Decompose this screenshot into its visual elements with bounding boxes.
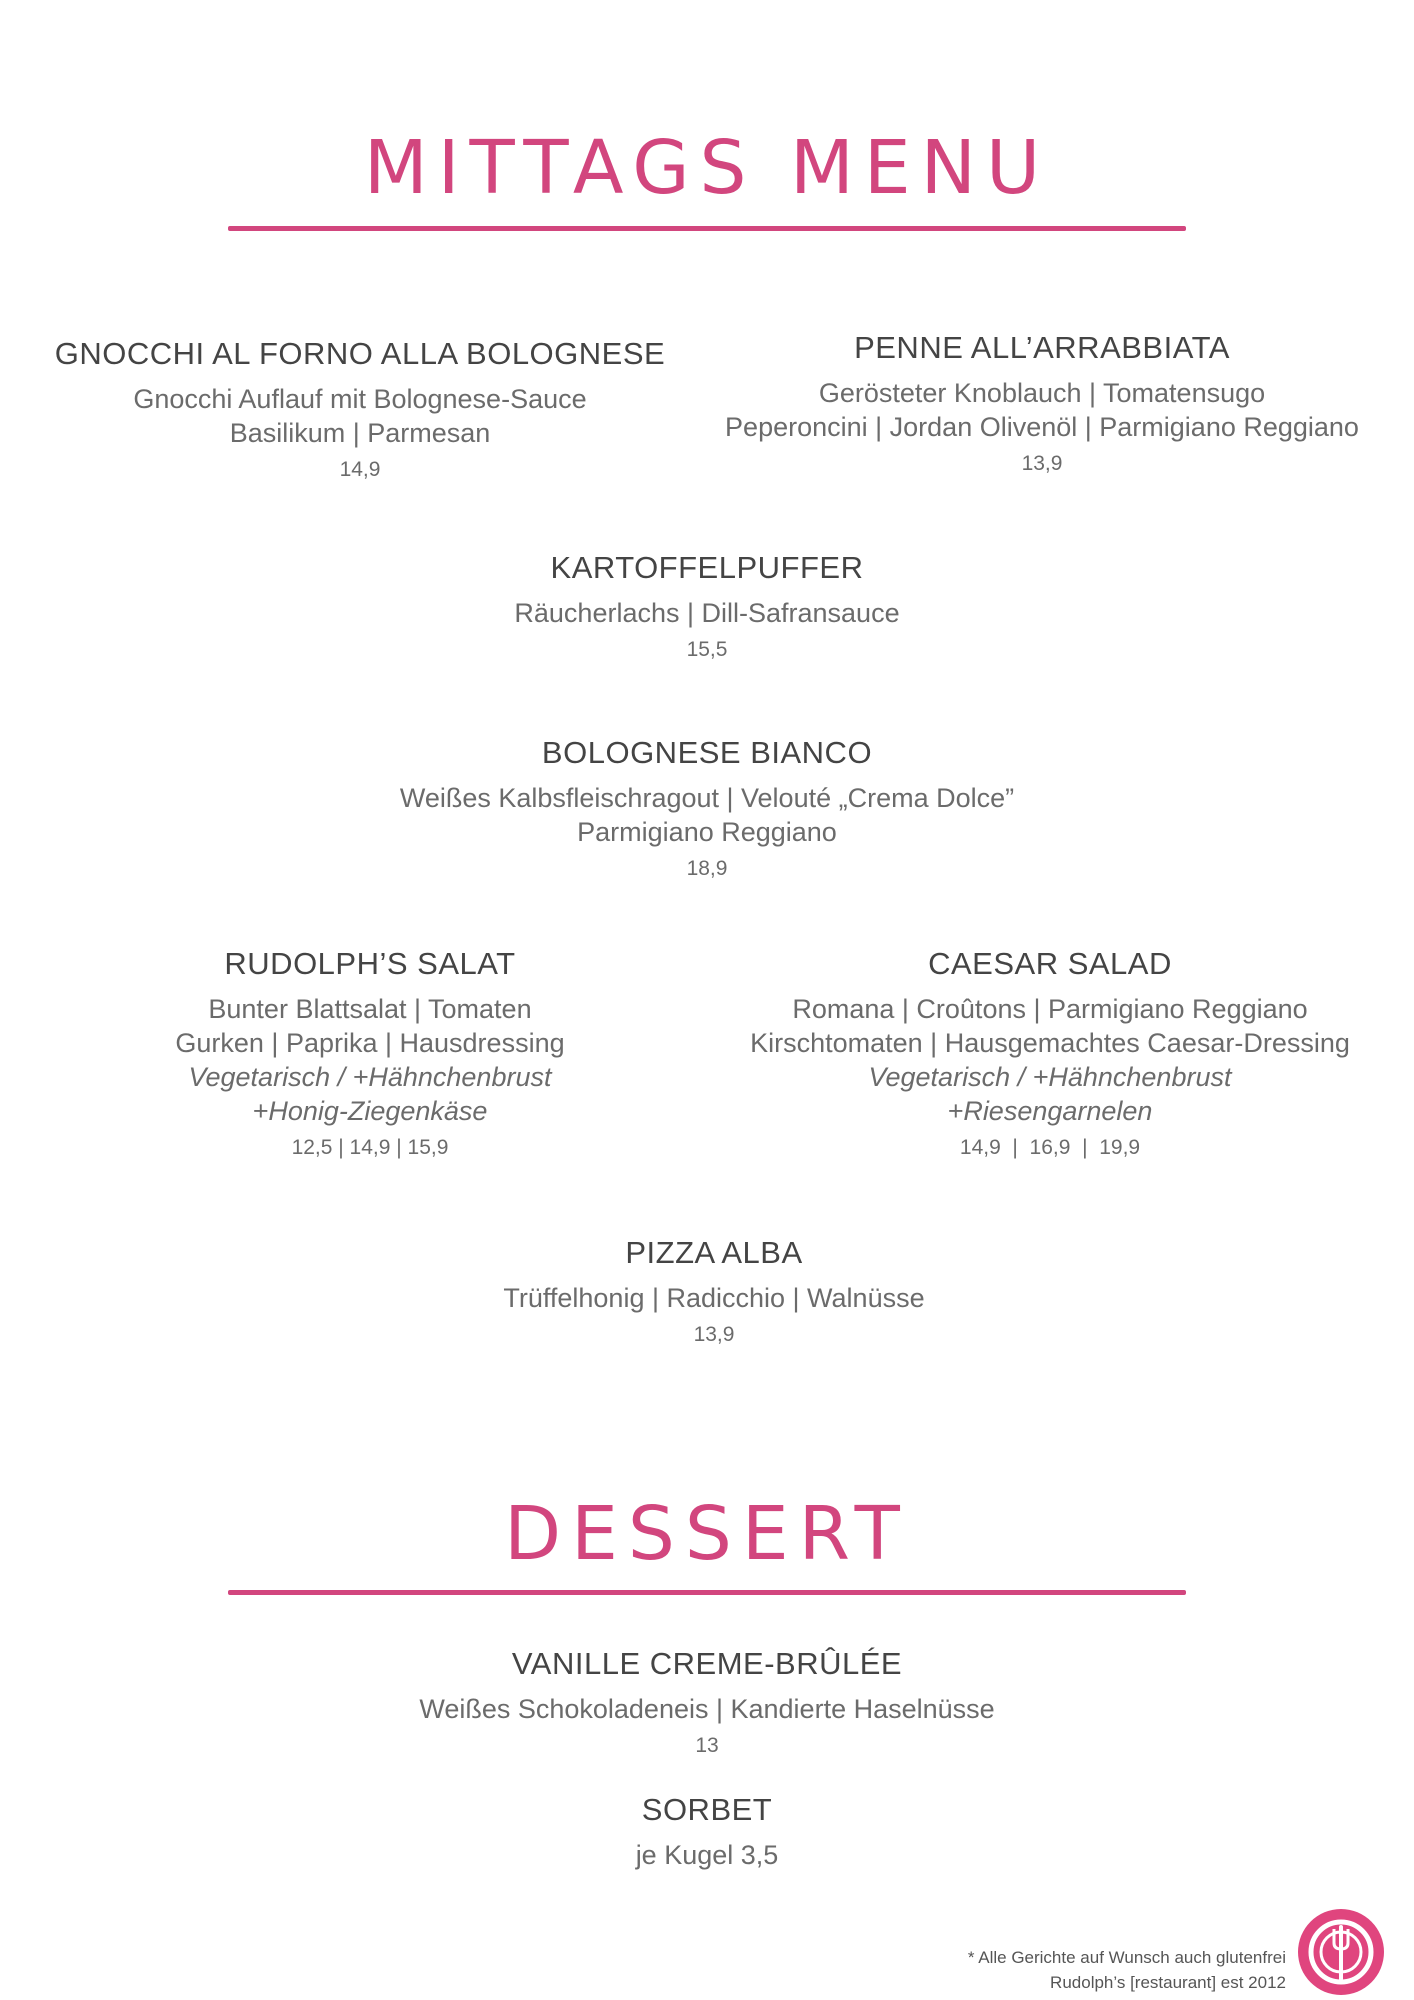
dish-description: je Kugel 3,5 <box>635 1840 779 1870</box>
dish-description: Räucherlachs | Dill-Safransauce <box>514 598 900 628</box>
dish-description: Romana | Croûtons | Parmigiano Reggiano <box>792 994 1308 1024</box>
dish-description: Basilikum | Parmesan <box>229 418 491 448</box>
dish-description: Weißes Schokoladeneis | Kandierte Haselnüsse <box>419 1694 995 1724</box>
dish-price: 15,5 <box>686 638 728 661</box>
dish-bolognese-bianco <box>307 733 1107 883</box>
dish-sorbet <box>407 1790 1007 1872</box>
gluten-free-note: * Alle Gerichte auf Wunsch auch glutenfrei <box>967 1948 1286 1967</box>
dish-name: KARTOFFELPUFFER <box>550 550 864 585</box>
dish-price: 12,5 | 14,9 | 15,9 <box>291 1136 449 1159</box>
dish-rudolphs-salat <box>70 944 670 1162</box>
dish-name: PIZZA ALBA <box>625 1235 803 1270</box>
dish-pizza-alba <box>364 1233 1064 1349</box>
dish-description: Kirschtomaten | Hausgemachtes Caesar-Dressing <box>750 1028 1350 1058</box>
restaurant-logo <box>1298 1909 1384 1995</box>
lunch-title: MITTAGS MENU <box>363 125 1051 211</box>
dish-caesar-salad <box>700 944 1400 1162</box>
dessert-title-rule <box>228 1590 1186 1595</box>
dish-options: Vegetarisch / +Hähnchenbrust <box>188 1062 552 1092</box>
dish-price: 18,9 <box>686 857 728 880</box>
footer <box>968 1945 1286 1995</box>
fork-plate-icon <box>1298 1909 1384 1995</box>
dish-description: Gerösteter Knoblauch | Tomatensugo <box>818 378 1266 408</box>
dish-price: 13,9 <box>1021 452 1063 475</box>
dish-price: 14,9 | 16,9 | 19,9 <box>959 1136 1141 1159</box>
dish-description: Gurken | Paprika | Hausdressing <box>175 1028 565 1058</box>
dish-gnocchi <box>40 334 680 484</box>
dish-name: VANILLE CREME-BRÛLÉE <box>511 1646 903 1681</box>
dish-name: BOLOGNESE BIANCO <box>541 735 873 770</box>
dish-options: +Honig-Ziegenkäse <box>252 1096 488 1126</box>
dish-description: Parmigiano Reggiano <box>577 817 837 847</box>
dish-description: Peperoncini | Jordan Olivenöl | Parmigiano Reggiano <box>725 412 1359 442</box>
lunch-title-rule <box>228 226 1186 231</box>
dish-creme-brulee <box>307 1644 1107 1760</box>
dish-price: 14,9 <box>339 458 381 481</box>
dish-options: +Riesengarnelen <box>947 1096 1153 1126</box>
dish-name: CAESAR SALAD <box>928 946 1172 981</box>
dessert-title: DESSERT <box>504 1491 910 1577</box>
dish-name: RUDOLPH’S SALAT <box>224 946 516 981</box>
dish-price: 13,9 <box>693 1323 735 1346</box>
dish-description: Bunter Blattsalat | Tomaten <box>208 994 532 1024</box>
dish-description: Trüffelhonig | Radicchio | Walnüsse <box>503 1283 925 1313</box>
dish-penne <box>690 328 1394 478</box>
dish-description: Weißes Kalbsfleischragout | Velouté „Crema Dolce” <box>399 783 1015 813</box>
dish-name: PENNE ALL’ARRABBIATA <box>854 330 1230 365</box>
dish-price: 13 <box>695 1734 719 1757</box>
dish-options: Vegetarisch / +Hähnchenbrust <box>868 1062 1232 1092</box>
dish-name: GNOCCHI AL FORNO ALLA BOLOGNESE <box>54 336 666 371</box>
brand-line: Rudolph’s [restaurant] est 2012 <box>1050 1973 1286 1992</box>
dish-name: SORBET <box>641 1792 773 1827</box>
dish-description: Gnocchi Auflauf mit Bolognese-Sauce <box>133 384 587 414</box>
dish-kartoffelpuffer <box>357 548 1057 664</box>
